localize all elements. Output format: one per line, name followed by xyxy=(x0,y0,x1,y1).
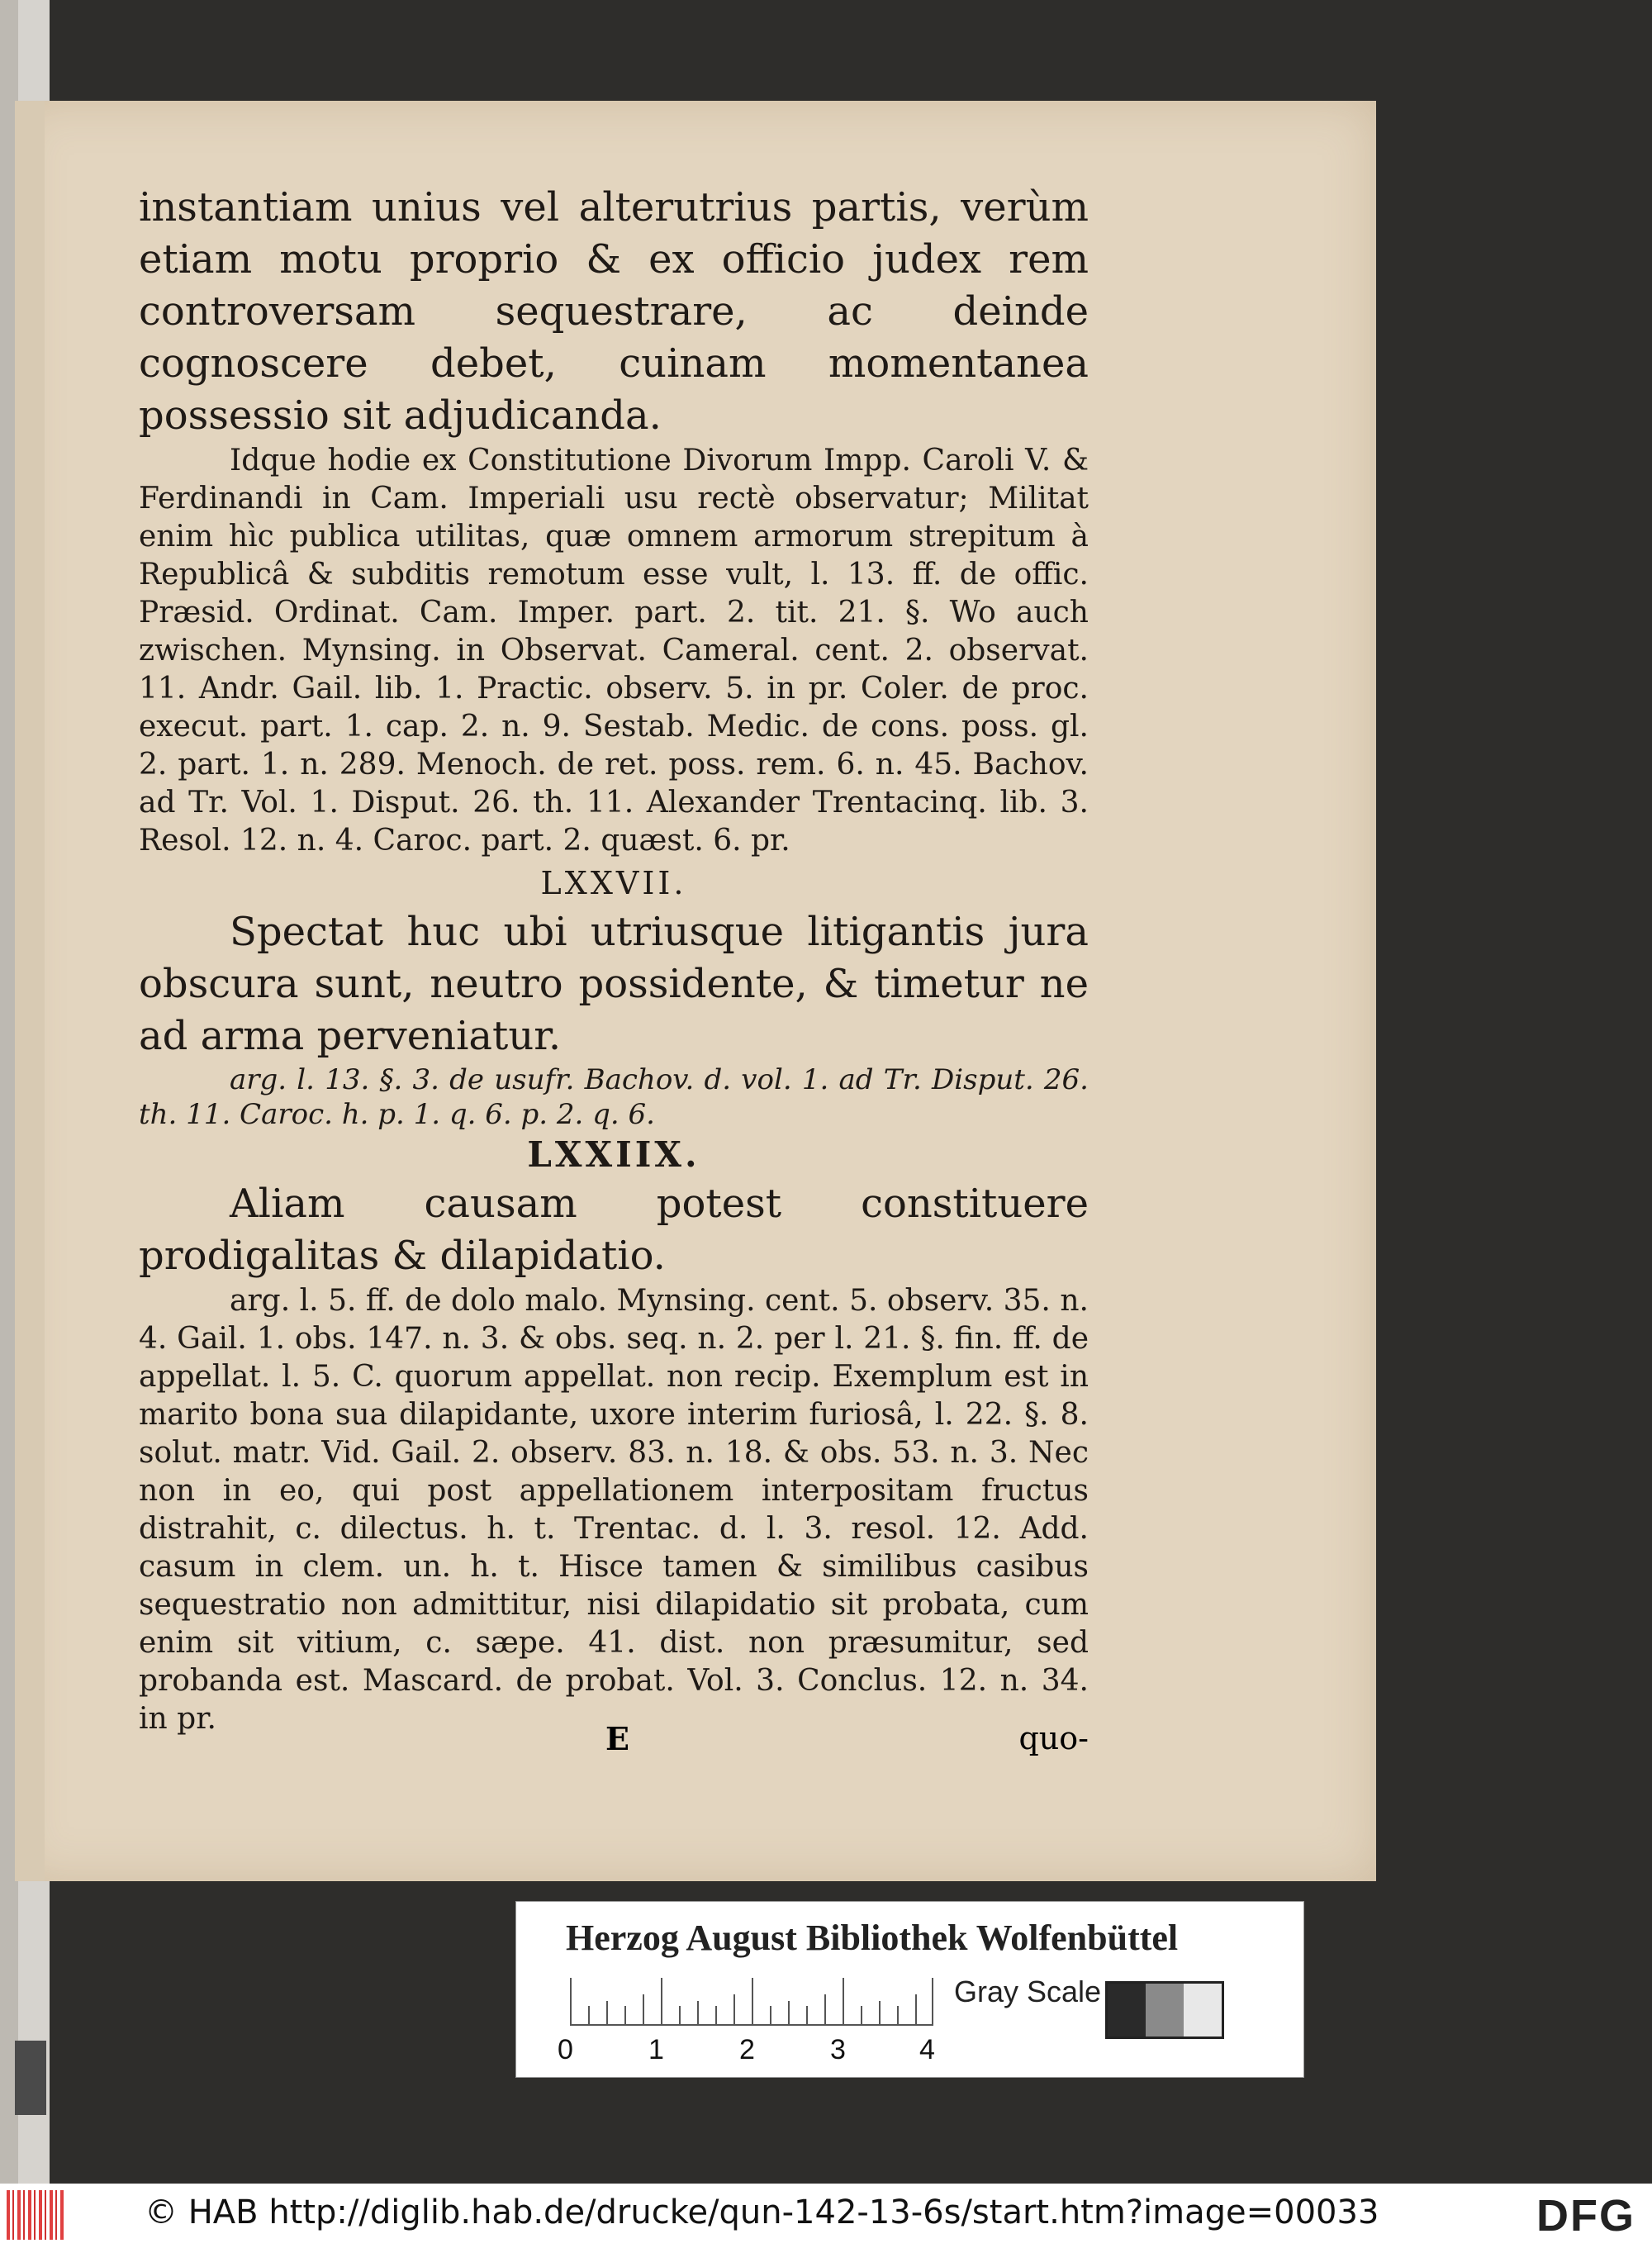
footer-bar xyxy=(0,2184,1652,2248)
page-text xyxy=(139,182,1089,1738)
paragraph-continuation: instantiam unius vel alterutrius partis, verùm etiam motu proprio & ex officio judex rem controversam sequestrare, ac deinde cognoscere debet, cuinam momentanea possessio sit adjudicanda. xyxy=(139,184,1089,439)
scale-number: 3 xyxy=(830,2034,846,2065)
gray-swatch-dark xyxy=(1108,1984,1146,2037)
gray-swatch-light xyxy=(1184,1984,1222,2037)
section-78-reference: arg. l. 5. ff. de dolo malo. Mynsing. cent. 5. observ. 35. n. 4. Gail. 1. obs. 147. n. 3. & obs. seq. n. 2. per l. 21. §. fin. ff. de appellat. l. 5. C. quorum appellat. non recip. Exemplum est in marito bona sua dilapidante, uxore interim furiosâ, l. 22. §. 8. solut. matr. Vid. Gail. 2. observ. 83. n. 18. & obs. 53. n. 3. Nec non in eo, qui post appellationem interpositam fructus distrahit, c. dilectus. h. t. Trentac. d. l. 3. resol. 12. Add. casum in clem. un. h. t. Hisce tamen & similibus casibus sequestratio non admittitur, nisi dilapidatio sit probata, cum enim sit vitium, c. sæpe. 41. dist. non præsumitur, sed probanda est. Mascard. de probat. Vol. 3. Conclus. 12. n. 34. in pr. xyxy=(139,1284,1089,1736)
section-heading-77: LXXVII. xyxy=(540,865,687,901)
library-name: Herzog August Bibliothek Wolfenbüttel xyxy=(566,1918,1179,1958)
page-footer-line xyxy=(139,1720,1089,1761)
dfg-logo: DFG xyxy=(1536,2191,1635,2241)
signature-mark: E xyxy=(605,1720,629,1757)
barcode-icon xyxy=(7,2190,66,2240)
gray-swatch-mid xyxy=(1146,1984,1184,2037)
gray-scale-label: Gray Scale xyxy=(954,1975,1102,2008)
ruler-scale xyxy=(570,1978,933,2026)
color-target-card xyxy=(515,1901,1304,2078)
section-78-text: Aliam causam potest constituere prodigalitas & dilapidatio. xyxy=(139,1181,1089,1279)
scale-number: 0 xyxy=(558,2034,573,2065)
book-page xyxy=(15,101,1376,1881)
scale-number: 2 xyxy=(739,2034,755,2065)
footer-copyright-url: © HAB http://diglib.hab.de/drucke/qun-142-13-6s/start.htm?image=00033 xyxy=(145,2193,1379,2231)
section-77-text: Spectat huc ubi utriusque litigantis jura obscura sunt, neutro possidente, & timetur ne ad arma perveniatur. xyxy=(139,909,1089,1059)
catchword: quo- xyxy=(1018,1720,1089,1756)
page-edge xyxy=(15,101,45,1881)
scale-number: 1 xyxy=(648,2034,664,2065)
library-tab-label xyxy=(15,2041,46,2115)
paragraph-commentary: Idque hodie ex Constitutione Divorum Impp. Caroli V. & Ferdinandi in Cam. Imperiali usu rectè observatur; Militat enim hìc publica utilitas, quæ omnem armorum strepitum à Republicâ & subditis remotum esse vult, l. 13. ff. de offic. Præsid. Ordinat. Cam. Imper. part. 2. tit. 21. §. Wo auch zwischen. Mynsing. in Observat. Cameral. cent. 2. observat. 11. Andr. Gail. lib. 1. Practic. observ. 5. in pr. Coler. de proc. execut. part. 1. cap. 2. n. 9. Sestab. Medic. de cons. poss. gl. 2. part. 1. n. 289. Menoch. de ret. poss. rem. 6. n. 45. Bachov. ad Tr. Vol. 1. Disput. 26. th. 11. Alexander Trentacinq. lib. 3. Resol. 12. n. 4. Caroc. part. 2. quæst. 6. pr. xyxy=(139,444,1089,858)
gray-scale-swatches xyxy=(1105,1981,1224,2039)
ruler-numbers xyxy=(558,2034,935,2067)
scale-number: 4 xyxy=(919,2034,935,2065)
section-77-reference: arg. l. 13. §. 3. de usufr. Bachov. d. vol. 1. ad Tr. Disput. 26. th. 11. Caroc. h. p. 1. q. 6. p. 2. q. 6. xyxy=(139,1063,1089,1131)
section-heading-78: LXXIIX. xyxy=(527,1134,700,1175)
